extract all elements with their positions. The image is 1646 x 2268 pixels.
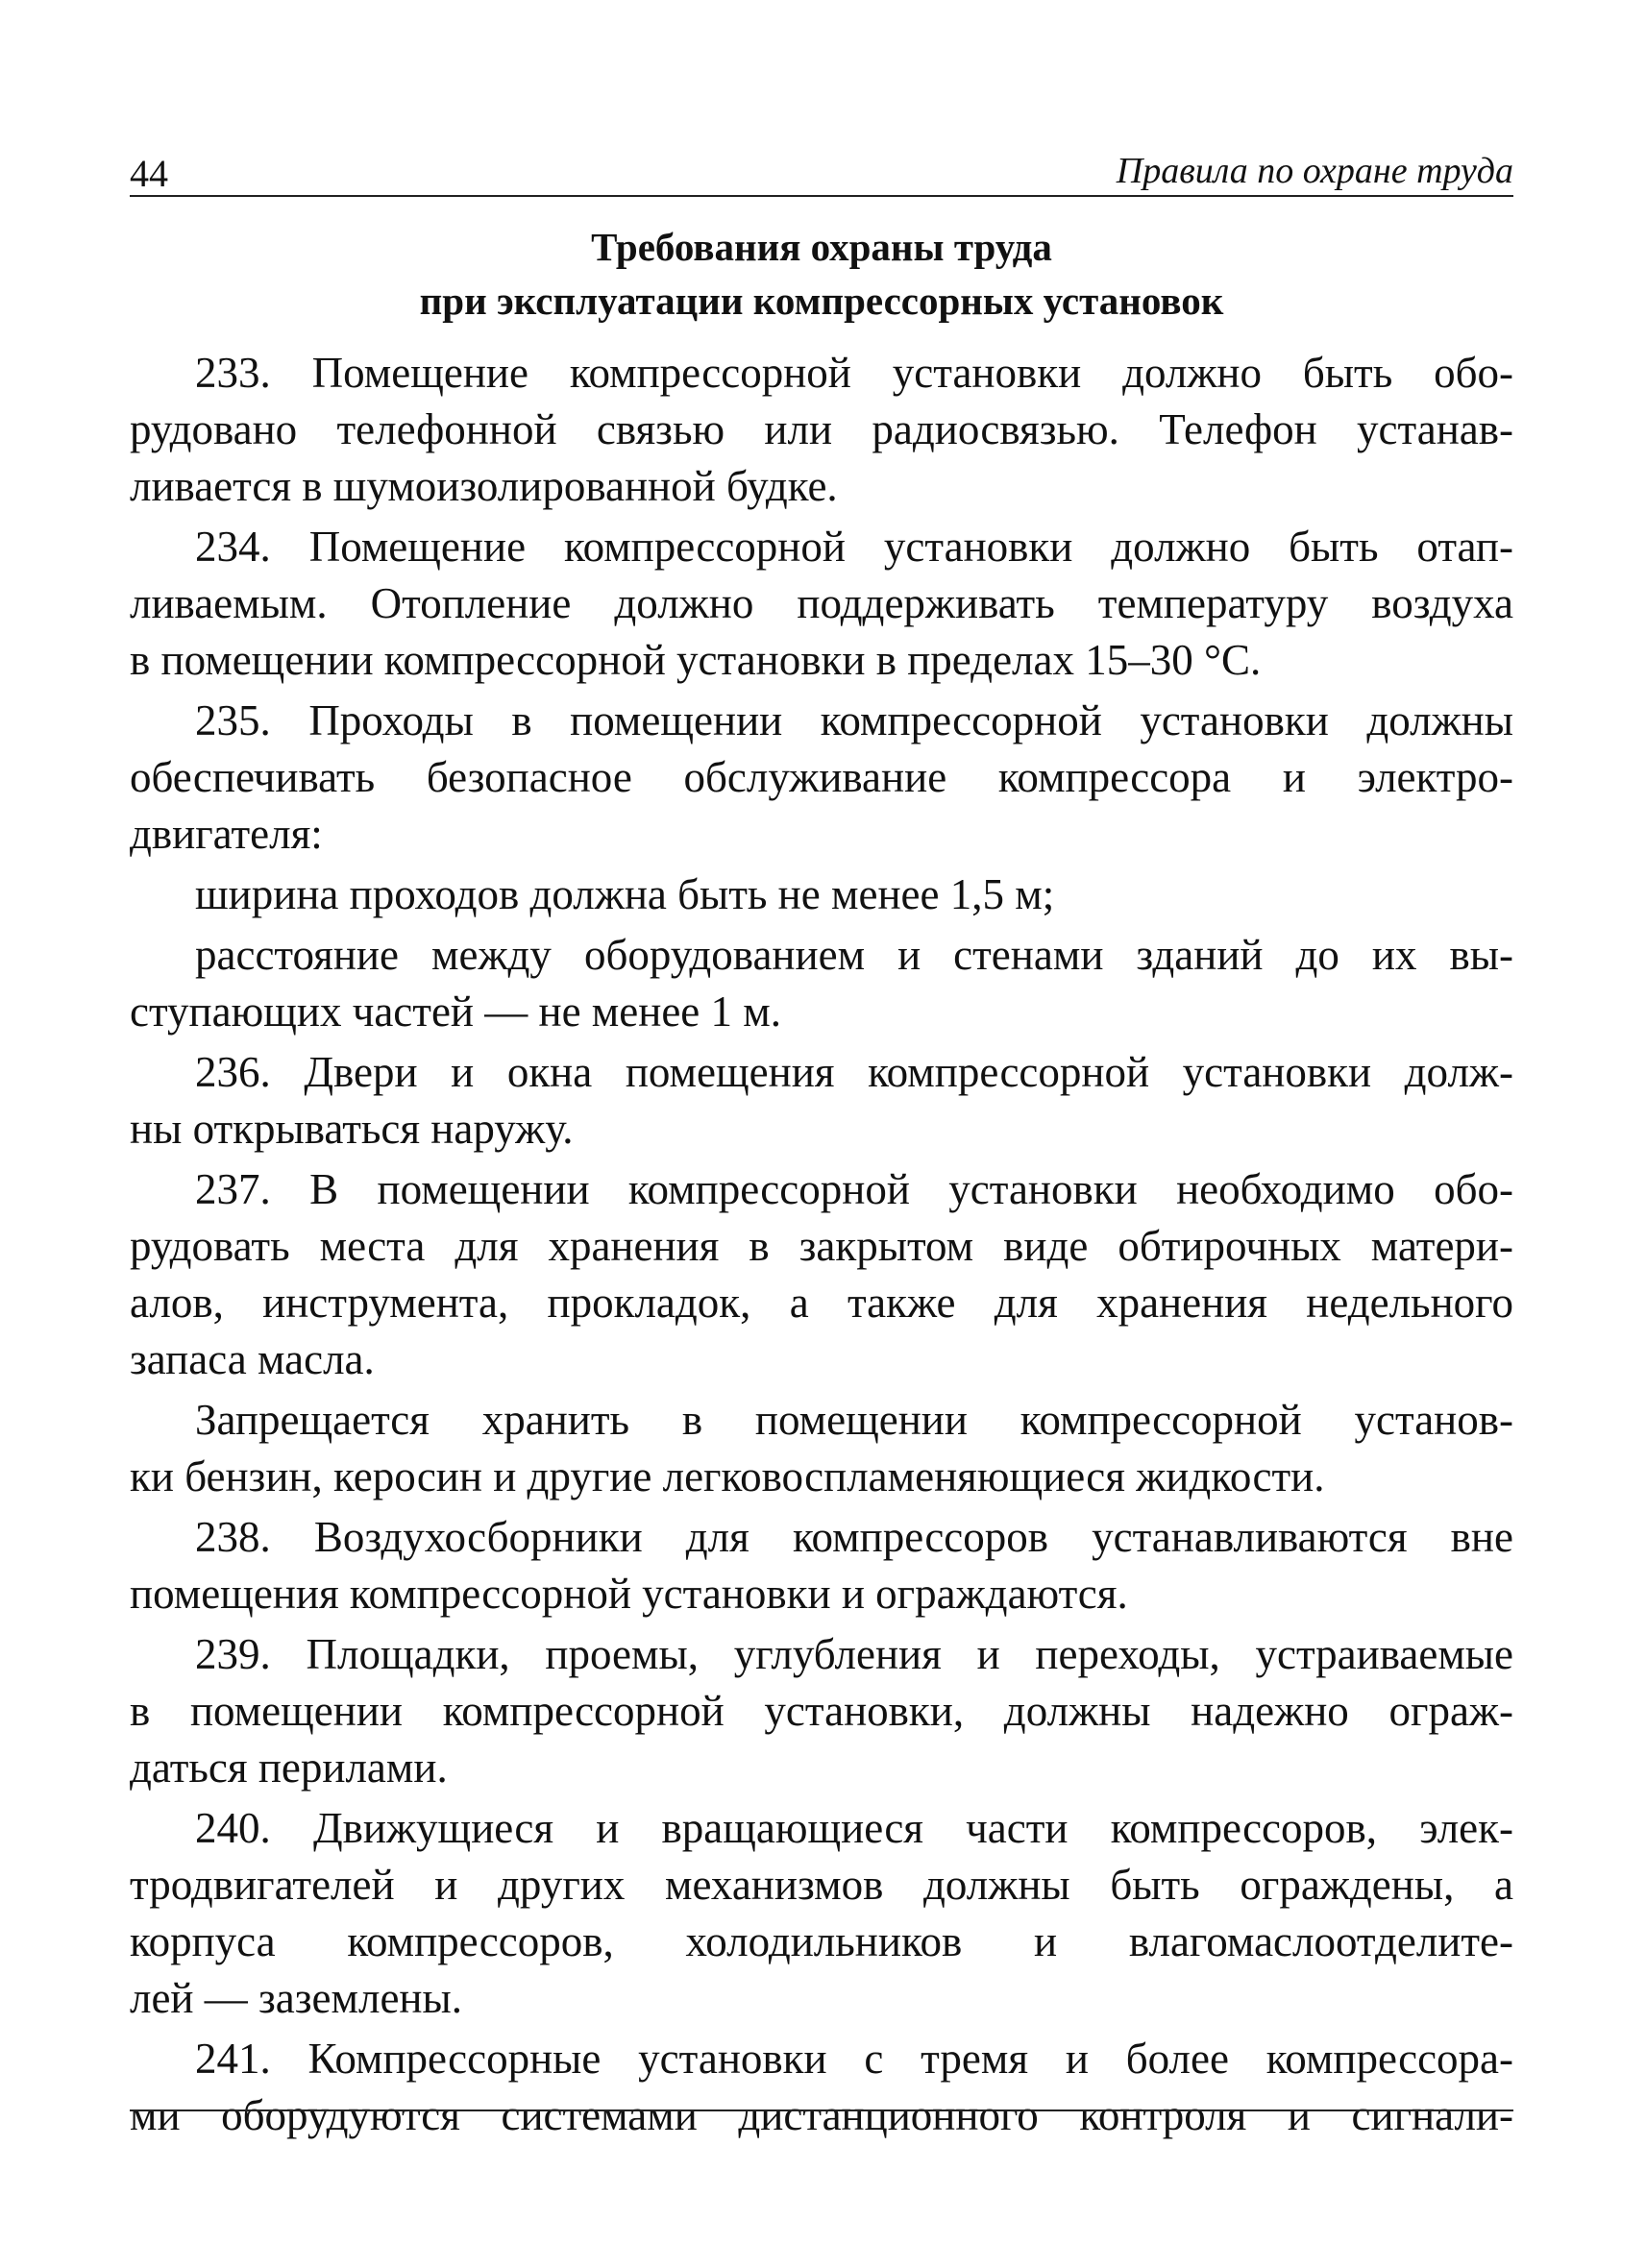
- paragraph: [130, 1800, 1513, 2027]
- text-line: запаса масла.: [130, 1335, 375, 1383]
- page-number: 44: [130, 152, 168, 195]
- text-line: 236. Двери и окна помещения компрессорной установки долж-: [195, 1048, 1513, 1096]
- text-line: ми оборудуются системами дистанционного контроля и сигнали-: [130, 2091, 1513, 2139]
- text-line: алов, инструмента, прокладок, а также для хранения недельного: [130, 1279, 1513, 1327]
- paragraph: [130, 1392, 1513, 1505]
- running-title: Правила по охране труда: [1116, 151, 1513, 191]
- footer-rule: [130, 2109, 1513, 2111]
- text-line: 238. Воздухосборники для компрессоров устанавливаются вне: [195, 1513, 1513, 1561]
- text-line: расстояние между оборудованием и стенами зданий до их вы-: [195, 931, 1513, 979]
- book-page: [130, 0, 1513, 2148]
- text-line: 237. В помещении компрессорной установки необходимо обо-: [195, 1165, 1513, 1213]
- body-text: [130, 345, 1513, 2144]
- text-line: лей — заземлены.: [130, 1974, 462, 2022]
- text-line: корпуса компрессоров, холодильников и влагомаслоотделите-: [130, 1917, 1513, 1965]
- text-line: тродвигателей и других механизмов должны быть ограждены, а: [130, 1861, 1513, 1909]
- text-line: в помещении компрессорной установки в пределах 15–30 °С.: [130, 636, 1262, 684]
- text-line: ки бензин, керосин и другие легковоспламеняющиеся жидкости.: [130, 1452, 1325, 1500]
- text-line: в помещении компрессорной установки, должны надежно ограж-: [130, 1687, 1513, 1735]
- text-line: даться перилами.: [130, 1744, 448, 1792]
- text-line: обеспечивать безопасное обслуживание компрессора и электро-: [130, 753, 1513, 801]
- paragraph: [130, 1161, 1513, 1388]
- text-line: 234. Помещение компрессорной установки должно быть отап-: [195, 523, 1513, 571]
- text-line: 241. Компрессорные установки с тремя и более компрессора-: [195, 2035, 1513, 2083]
- paragraph: [130, 866, 1513, 923]
- text-line: ширина проходов должна быть не менее 1,5 м;: [195, 870, 1055, 918]
- paragraph: [130, 693, 1513, 863]
- paragraph: [130, 345, 1513, 515]
- paragraph: [130, 519, 1513, 689]
- section-title-line-1: Требования охраны труда: [591, 225, 1052, 269]
- text-line: рудовать места для хранения в закрытом виде обтирочных матери-: [130, 1222, 1513, 1270]
- text-line: ны открываться наружу.: [130, 1105, 574, 1153]
- text-line: Запрещается хранить в помещении компрессорной установ-: [195, 1396, 1513, 1444]
- text-line: ступающих частей — не менее 1 м.: [130, 988, 782, 1036]
- text-line: 235. Проходы в помещении компрессорной установки должны: [195, 696, 1513, 744]
- text-line: 240. Движущиеся и вращающиеся части компрессоров, элек-: [195, 1804, 1513, 1852]
- text-line: рудовано телефонной связью или радиосвязью. Телефон устанав-: [130, 405, 1513, 453]
- paragraph: [130, 1044, 1513, 1158]
- section-title: [130, 220, 1513, 328]
- text-line: двигателя:: [130, 810, 323, 858]
- text-line: ливается в шумоизолированной будке.: [130, 462, 838, 510]
- paragraph: [130, 1509, 1513, 1622]
- running-head: [130, 0, 1513, 197]
- section-title-line-2: при эксплуатации компрессорных установок: [419, 279, 1224, 323]
- text-line: 239. Площадки, проемы, углубления и переходы, устраиваемые: [195, 1630, 1513, 1678]
- text-line: 233. Помещение компрессорной установки должно быть обо-: [195, 349, 1513, 397]
- text-line: помещения компрессорной установки и ограждаются.: [130, 1570, 1128, 1618]
- text-line: ливаемым. Отопление должно поддерживать температуру воздуха: [130, 579, 1513, 627]
- paragraph: [130, 927, 1513, 1040]
- paragraph: [130, 1626, 1513, 1796]
- paragraph: [130, 2031, 1513, 2144]
